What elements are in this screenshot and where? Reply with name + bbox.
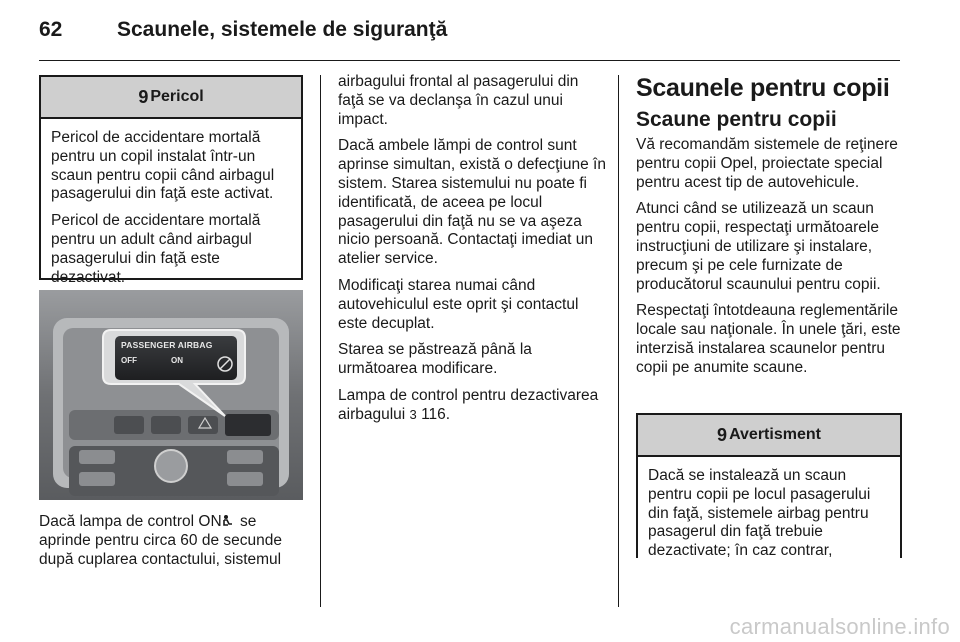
paragraph: Lampa de control pentru dezactivarea airbagului 3 116. <box>338 386 599 423</box>
warning-box-header <box>638 415 900 457</box>
warning-triangle-icon: 9 <box>138 86 149 107</box>
danger-paragraph: Pericol de accidentare mortală pentru un copil instalat într-un scaun pentru copii când airbagul pasagerului din faţă este activat. <box>51 129 275 203</box>
paragraph: Dacă ambele lămpi de control sunt aprinse simultan, există o defecţiune în sistem. Starea sistemului nu poate fi identificată, de aceea pe locul pasagerului din faţă nu se va aşeza nicio persoană. Contactaţi imediat un atelier service. <box>338 137 606 268</box>
watermark: carmanualsonline.info <box>729 614 950 639</box>
chapter-title: Scaunele, sistemele de siguranţă <box>117 18 448 41</box>
page-header <box>39 10 447 50</box>
airbag-indicator-photo <box>39 290 303 500</box>
paragraph: Respectaţi întotdeauna reglementările locale sau naţionale. În unele ţări, este interzisă instalarea scaunelor pentru copii pe anumite scaune. <box>636 302 901 376</box>
column-middle <box>338 73 606 433</box>
paragraph: Vă recomandăm sistemele de reţinere pentru copii Opel, proiectate special pentru acest tip de autovehicule. <box>636 136 898 191</box>
danger-paragraph: Pericol de accidentare mortală pentru un adult când airbagul pasagerului din faţă este dezactivat. <box>51 212 261 286</box>
warning-paragraph: Dacă se instalează un scaun pentru copii pe locul pasagerului din faţă, sistemele airbag pentru pasagerul din faţă trebuie dezactivate; în caz contrar, <box>648 467 871 558</box>
page-reference-link[interactable]: 116. <box>416 405 451 423</box>
section-title: Scaunele pentru copii <box>636 74 890 102</box>
danger-box <box>39 75 303 286</box>
photo-label-off: OFF <box>121 356 137 365</box>
danger-box-header <box>41 77 301 119</box>
photo-label-on: ON <box>171 356 183 365</box>
danger-box-body <box>41 119 301 299</box>
page-reference-icon: 3 <box>409 406 417 422</box>
paragraph: airbagului frontal al pasagerului din faţă se va declanşa în cazul unui impact. <box>338 73 579 128</box>
paragraph: Starea se păstrează până la următoarea modificare. <box>338 341 532 378</box>
warning-box-title: Avertisment <box>729 426 821 443</box>
warning-box <box>636 413 902 558</box>
danger-box-title: Pericol <box>150 87 204 105</box>
warning-triangle-icon: 9 <box>717 424 728 445</box>
paragraph: Modificaţi starea numai când autovehiculul este oprit şi contactul este decuplat. <box>338 276 579 332</box>
warning-box-body <box>638 457 900 558</box>
column-left <box>39 75 303 286</box>
column-divider-right <box>618 75 619 607</box>
paragraph: Atunci când se utilizează un scaun pentru copii, respectaţi următoarele instrucţiuni de utilizare şi instalare, precum şi pe cele furnizate de producătorul scaunului pentru copii. <box>636 200 881 293</box>
column-divider-left <box>320 75 321 607</box>
page-number: 62 <box>39 18 63 41</box>
column-left-text <box>39 513 303 569</box>
column-right <box>636 73 902 386</box>
subsection-title: Scaune pentru copii <box>636 108 837 131</box>
paragraph: Dacă lampa de control ON se aprinde pentru circa 60 de secunde după cuplarea contactului, sistemul <box>39 513 282 568</box>
photo-label-passenger-airbag: PASSENGER AIRBAG <box>121 340 213 350</box>
header-rule <box>39 60 900 61</box>
child-seat-icon <box>222 513 236 532</box>
